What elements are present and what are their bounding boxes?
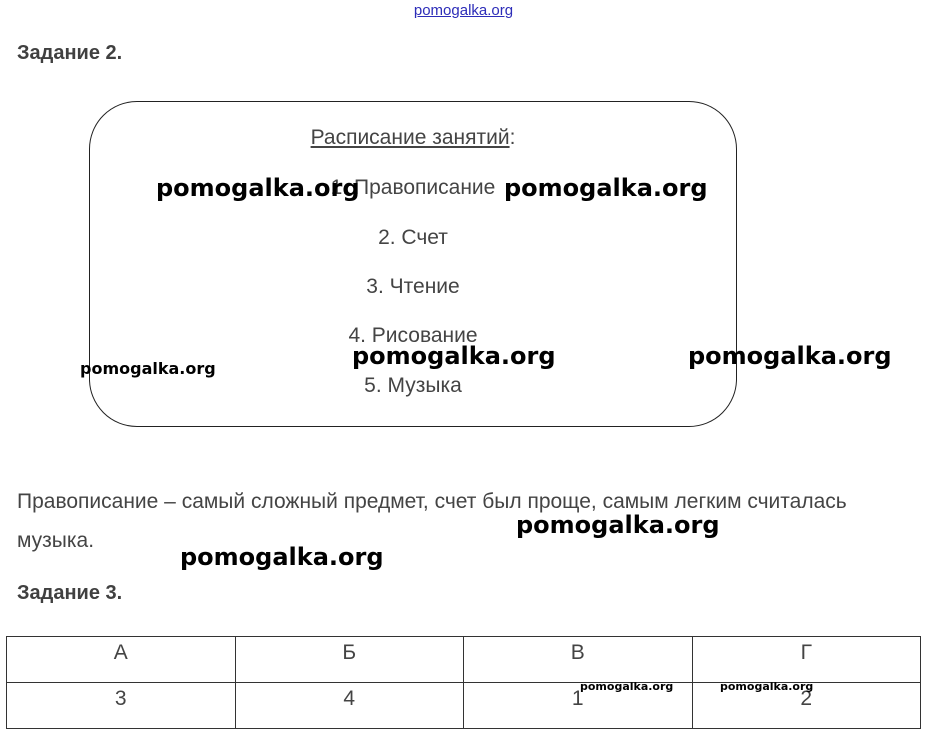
table-header-cell: Б (235, 637, 464, 683)
watermark: pomogalka.org (580, 680, 674, 693)
watermark: pomogalka.org (688, 342, 892, 370)
schedule-heading-text: Расписание занятий (310, 126, 510, 149)
table-cell: 4 (235, 683, 464, 729)
table-cell: 1 (464, 683, 693, 729)
table-header-row (7, 637, 921, 683)
schedule-item: 1. Правописание (330, 176, 496, 199)
table-header-cell: В (464, 637, 693, 683)
watermark: pomogalka.org (156, 174, 360, 202)
task2-answer: Правописание – самый сложный предмет, счет был проще, самым легким считалась музыка. (17, 490, 847, 552)
table-cell: 3 (7, 683, 236, 729)
schedule-heading (89, 126, 737, 150)
table-cell: 2 (692, 683, 921, 729)
table-header-cell: Г (692, 637, 921, 683)
schedule-item: 5. Музыка (364, 374, 462, 397)
task2-title: Задание 2. (17, 42, 123, 64)
watermark: pomogalka.org (720, 680, 814, 693)
schedule-item: 4. Рисование (348, 324, 478, 347)
schedule-heading-colon: : (509, 126, 516, 149)
schedule-item: 3. Чтение (366, 275, 460, 298)
watermark: pomogalka.org (180, 543, 384, 571)
watermark: pomogalka.org (504, 174, 708, 202)
site-link[interactable]: pomogalka.org (413, 2, 514, 19)
watermark: pomogalka.org (516, 511, 720, 539)
table-header-cell: А (7, 637, 236, 683)
task3-title: Задание 3. (17, 582, 123, 604)
watermark: pomogalka.org (352, 342, 556, 370)
schedule-item: 2. Счет (378, 226, 448, 249)
watermark: pomogalka.org (80, 359, 216, 378)
